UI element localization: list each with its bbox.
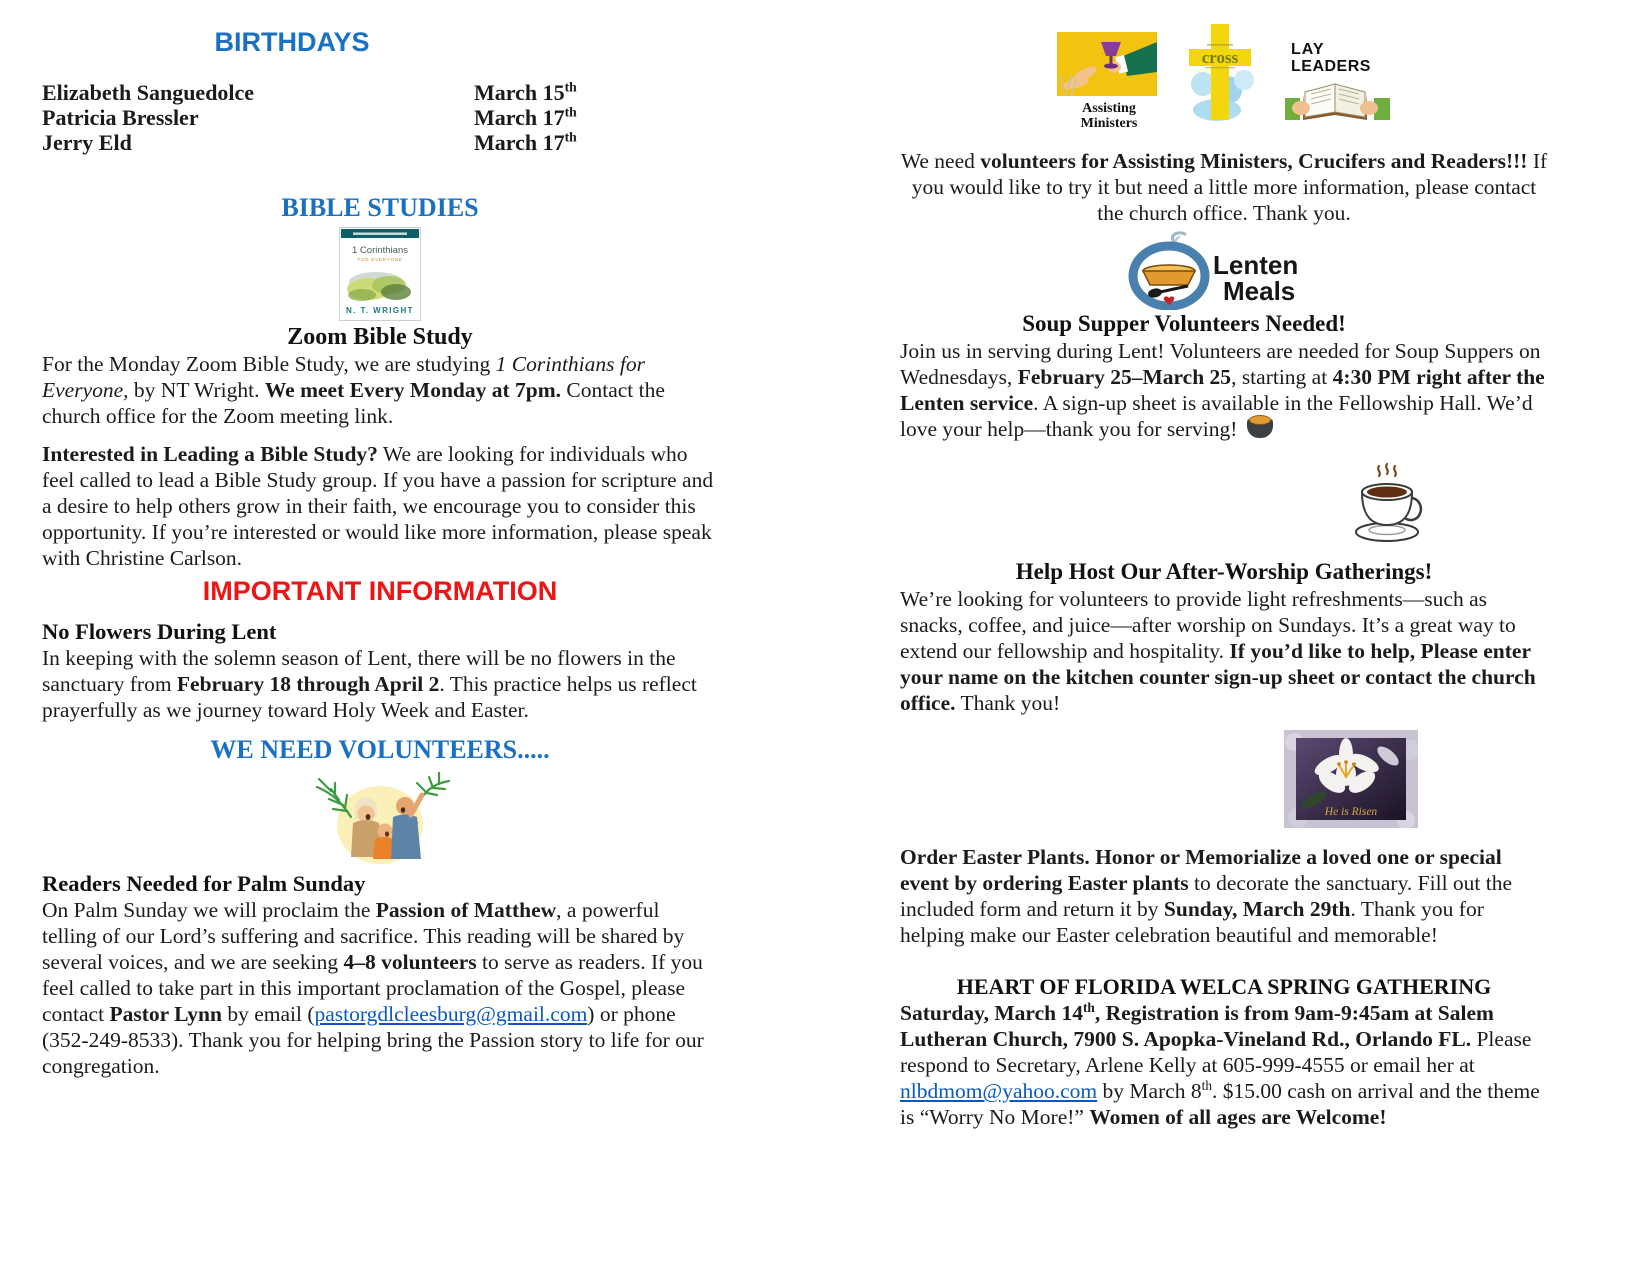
- svg-text:Lenten: Lenten: [1212, 250, 1298, 280]
- svg-text:Meals: Meals: [1222, 276, 1295, 306]
- bible-studies-heading: BIBLE STUDIES: [281, 193, 479, 222]
- soup-supper-paragraph: Join us in serving during Lent! Volunteers are needed for Soup Suppers on Wednesdays, February 25–March 25, starting at 4:30 PM right after the Lenten service. A sign-up sheet is available in the Fellowship Hall. We’d love your help—thank you for serving!: [900, 339, 1545, 441]
- soup-supper-heading: Soup Supper Volunteers Needed!: [1022, 311, 1346, 336]
- ministry-clipart-row: [900, 22, 1548, 130]
- assisting-ministers-paragraph: We need volunteers for Assisting Ministers, Crucifers and Readers!!! If you would like to try it but need a little more information, please contact the church office. Thank you.: [900, 149, 1548, 225]
- no-flowers-paragraph: In keeping with the solemn season of Lent, there will be no flowers in the sanctuary from February 18 through April 2. This practice helps us reflect prayerfully as we journey toward Holy Week and Easter.: [42, 646, 697, 722]
- svg-text:LAY: LAY: [1291, 41, 1325, 58]
- assisting-ministers-image: [1051, 30, 1163, 130]
- birthday-date: March 17th: [474, 104, 577, 130]
- welca-gathering-paragraph: Saturday, March 14th, Registration is from 9am-9:45am at Salem Lutheran Church, 7900 S. Apopka-Vineland Rd., Orlando FL. Please respond to Secretary, Arlene Kelly at 605-999-4555 or email her at nlbdmom@yahoo.com by March 8th. $15.00 cash on arrival and the theme is “Worry No More!” Women of all ages are Welcome!: [900, 999, 1540, 1129]
- svg-text:Ministers: Ministers: [1080, 116, 1138, 130]
- easter-plants-paragraph: Order Easter Plants. Honor or Memorialize a loved one or special event by ordering Easter plants to decorate the sanctuary. Fill out the included form and return it by Sunday, March 29th. Thank you for helping make our Easter celebration beautiful and memorable!: [900, 845, 1513, 947]
- svg-text:LEADERS: LEADERS: [1291, 58, 1371, 75]
- zoom-bible-study-paragraph: For the Monday Zoom Bible Study, we are studying 1 Corinthians for Everyone, by NT Wright. We meet Every Monday at 7pm. Contact the church office for the Zoom meeting link.: [42, 352, 665, 428]
- svg-text:1 Corinthians: 1 Corinthians: [352, 245, 408, 256]
- svg-text:cross: cross: [1201, 48, 1239, 67]
- left-column: [42, 0, 718, 1079]
- readers-needed-paragraph: On Palm Sunday we will proclaim the Passion of Matthew, a powerful telling of our Lord’s suffering and sacrifice. This reading will be shared by several voices, and we are seeking 4–8 volunteers to serve as readers. If you feel called to take part in this important proclamation of the Gospel, please contact Pastor Lynn by email (pastorgdlcleesburg@gmail.com) or phone (352-249-8533). Thank you for helping bring the Passion story to life for our congregation.: [42, 898, 704, 1078]
- birthday-row: [42, 80, 718, 105]
- right-column: [900, 0, 1548, 1130]
- email-link[interactable]: nlbdmom@yahoo.com: [900, 1079, 1098, 1103]
- coffee-cup-image: [1348, 458, 1428, 554]
- easter-lily-image: [1284, 730, 1418, 828]
- readers-needed-heading: Readers Needed for Palm Sunday: [42, 871, 366, 896]
- zoom-bible-study-heading: Zoom Bible Study: [287, 324, 473, 350]
- after-worship-heading: Help Host Our After-Worship Gatherings!: [1015, 559, 1433, 584]
- svg-text:Assisting: Assisting: [1082, 101, 1136, 116]
- birthday-date: March 17th: [474, 129, 577, 155]
- soup-pot-icon: [1247, 419, 1273, 438]
- birthdays-heading: BIRTHDAYS: [214, 27, 370, 57]
- book-cover-image: [339, 227, 421, 321]
- email-link[interactable]: pastorgdlcleesburg@gmail.com: [314, 1002, 588, 1026]
- svg-text:N. T. WRIGHT: N. T. WRIGHT: [346, 306, 414, 315]
- after-worship-paragraph: We’re looking for volunteers to provide light refreshments—such as snacks, coffee, and juice—after worship on Sundays. It’s a great way to extend our fellowship and hospitality. If you’d like to help, Please enter your name on the kitchen counter sign-up sheet or contact the church office. Thank you!: [900, 587, 1536, 715]
- lenten-meals-logo: [1117, 230, 1332, 310]
- birthday-name: Patricia Bressler: [42, 105, 199, 130]
- no-flowers-heading: No Flowers During Lent: [42, 619, 277, 644]
- svg-text:FOR EVERYONE: FOR EVERYONE: [357, 258, 403, 263]
- birthday-row: [42, 130, 718, 155]
- birthday-name: Elizabeth Sanguedolce: [42, 80, 255, 105]
- lay-leaders-image: [1277, 36, 1397, 122]
- birthday-row: [42, 105, 718, 130]
- svg-text:He is Risen: He is Risen: [1324, 806, 1378, 818]
- palm-sunday-image: [305, 769, 455, 869]
- birthday-list: [42, 80, 718, 155]
- welca-gathering-heading: HEART OF FLORIDA WELCA SPRING GATHERING: [956, 974, 1492, 999]
- birthday-name: Jerry Eld: [42, 130, 132, 155]
- cross-image: [1183, 22, 1257, 122]
- leading-bible-study-paragraph: Interested in Leading a Bible Study? We are looking for individuals who feel called to lead a Bible Study group. If you have a passion for scripture and a desire to help others grow in their faith, we encourage you to consider this opportunity. If you’re interested or would like more information, please speak with Christine Carlson.: [42, 442, 714, 570]
- important-information-heading: IMPORTANT INFORMATION: [202, 576, 558, 606]
- birthday-date: March 15th: [474, 79, 577, 105]
- we-need-volunteers-heading: WE NEED VOLUNTEERS.....: [210, 735, 550, 764]
